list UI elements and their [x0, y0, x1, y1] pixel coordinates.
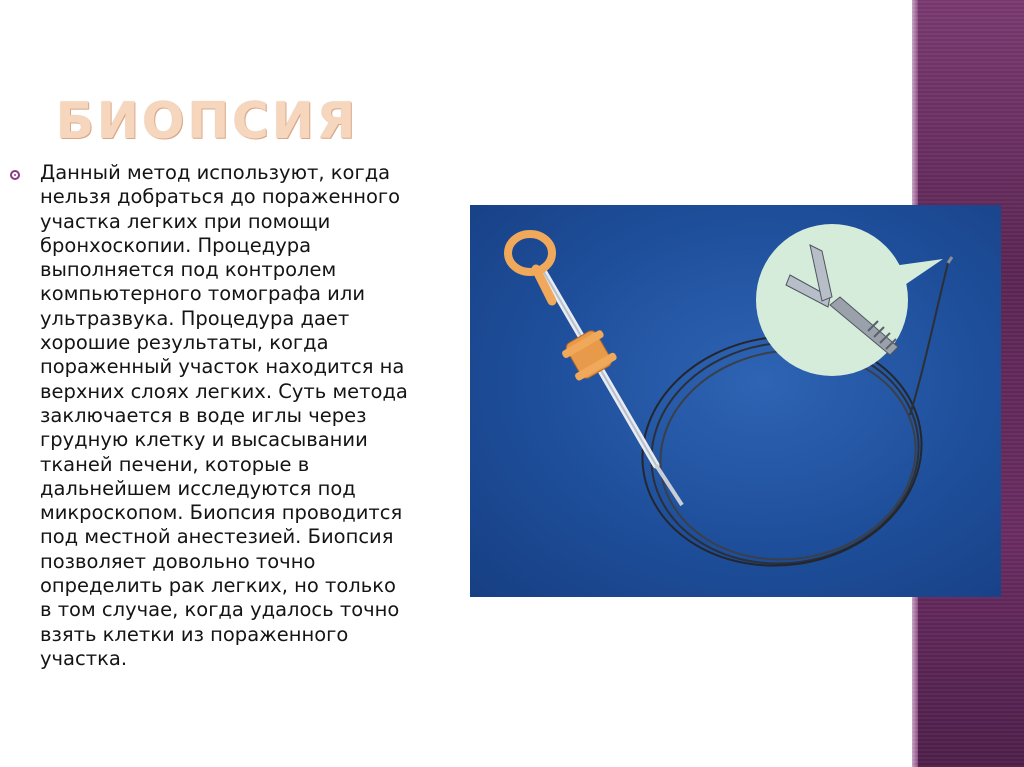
circle-bullet-icon	[10, 170, 20, 180]
biopsy-forceps-photo	[470, 205, 1001, 597]
slide-title: БИОПСИЯ	[56, 92, 359, 150]
slide-body-text: Данный метод используют, когда нельзя добраться до пораженного участка легких при помощи бронхоскопии. Процедура выполняется под контролем компьютерного томографа или ультразвука. Процедура дает хорошие результаты, когда пораженный участок находится на верхних слоях легких. Суть метода заключается в воде иглы через грудную клетку и высасывании тканей печени, которые в дальнейшем исследуются под микроскопом. Биопсия проводится под местной анестезией. Биопсия позволяет довольно точно определить рак легких, но только в том случае, когда удалось точно взять клетки из пораженного участка.	[40, 161, 408, 670]
